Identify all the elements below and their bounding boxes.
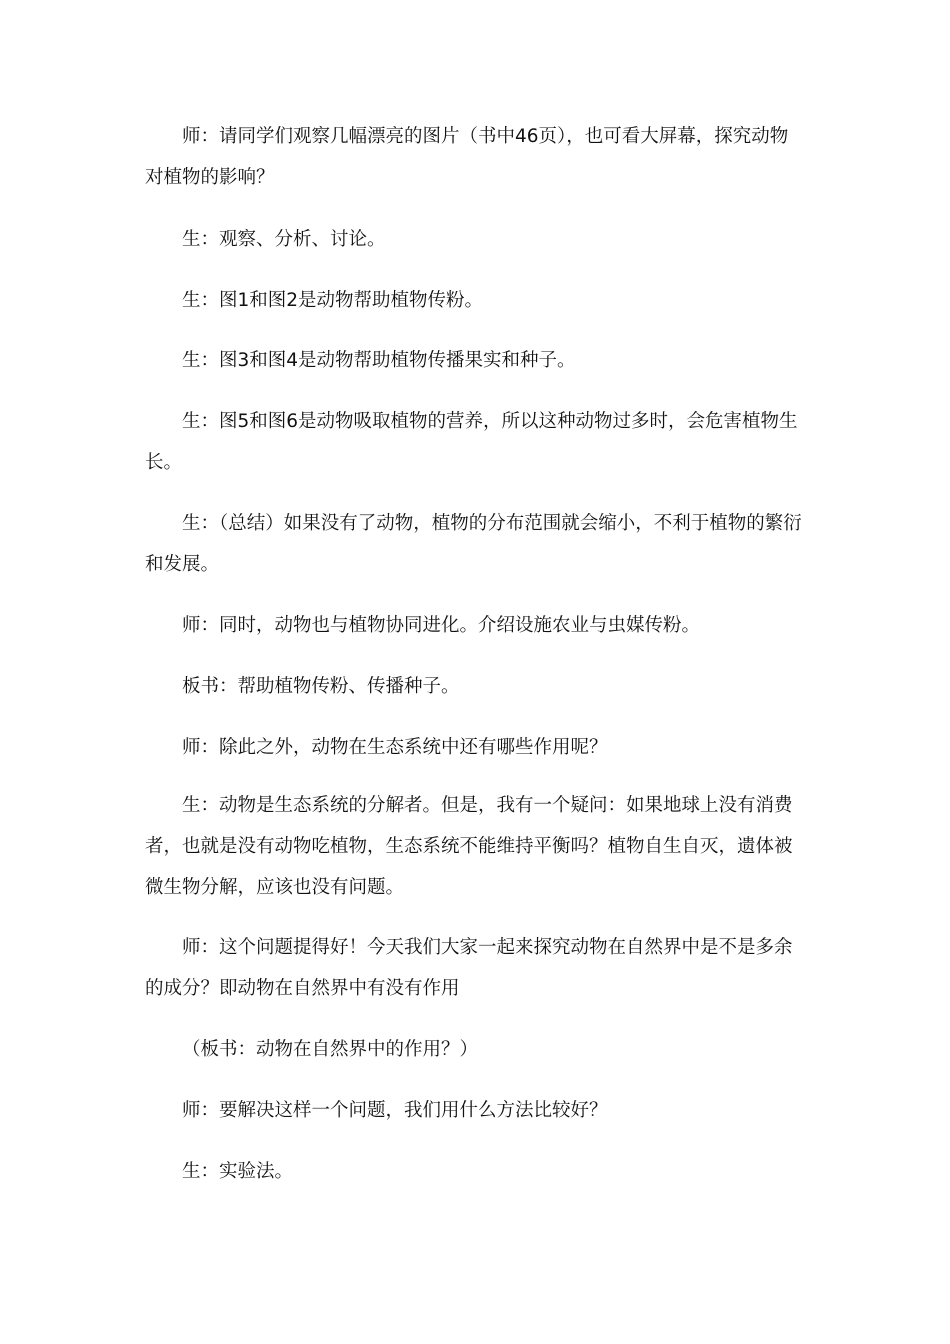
paragraph-student-experiment: 生：实验法。 <box>182 1161 294 1182</box>
paragraph-teacher-question: 师：除此之外，动物在生态系统中还有哪些作用呢？ <box>182 737 608 758</box>
paragraph-teacher-method: 师：要解决这样一个问题，我们用什么方法比较好？ <box>182 1100 608 1121</box>
paragraph-teacher-coevolution: 师：同时，动物也与植物协同进化。介绍设施农业与虫媒传粉。 <box>182 615 701 636</box>
paragraph-blackboard-pollination: 板书：帮助植物传粉、传播种子。 <box>182 676 460 697</box>
paragraph-teacher-observe: 师：请同学们观察几幅漂亮的图片（书中46页），也可看大屏幕，探究动物对植物的影响？ <box>145 126 789 188</box>
paragraph-student-decomposer: 生：动物是生态系统的分解者。但是，我有一个疑问：如果地球上没有消费者，也就是没有动物吃植物，生态系统不能维持平衡吗？植物自生自灭，遗体被微生物分解，应该也没有问题。 <box>145 795 793 898</box>
paragraph-student-discuss: 生：观察、分析、讨论。 <box>182 229 386 250</box>
paragraph-student-fig34: 生：图3和图4是动物帮助植物传播果实和种子。 <box>182 350 576 371</box>
paragraph-teacher-good-question: 师：这个问题提得好！今天我们大家一起来探究动物在自然界中是不是多余的成分？即动物在自然界中有没有作用 <box>145 937 793 999</box>
paragraph-blackboard-role: （板书：动物在自然界中的作用？） <box>182 1039 479 1060</box>
paragraph-student-fig12: 生：图1和图2是动物帮助植物传粉。 <box>182 290 484 311</box>
paragraph-student-summary: 生：（总结）如果没有了动物，植物的分布范围就会缩小，不利于植物的繁衍和发展。 <box>145 513 802 575</box>
paragraph-student-fig56: 生：图5和图6是动物吸取植物的营养，所以这种动物过多时，会危害植物生长。 <box>145 411 798 473</box>
